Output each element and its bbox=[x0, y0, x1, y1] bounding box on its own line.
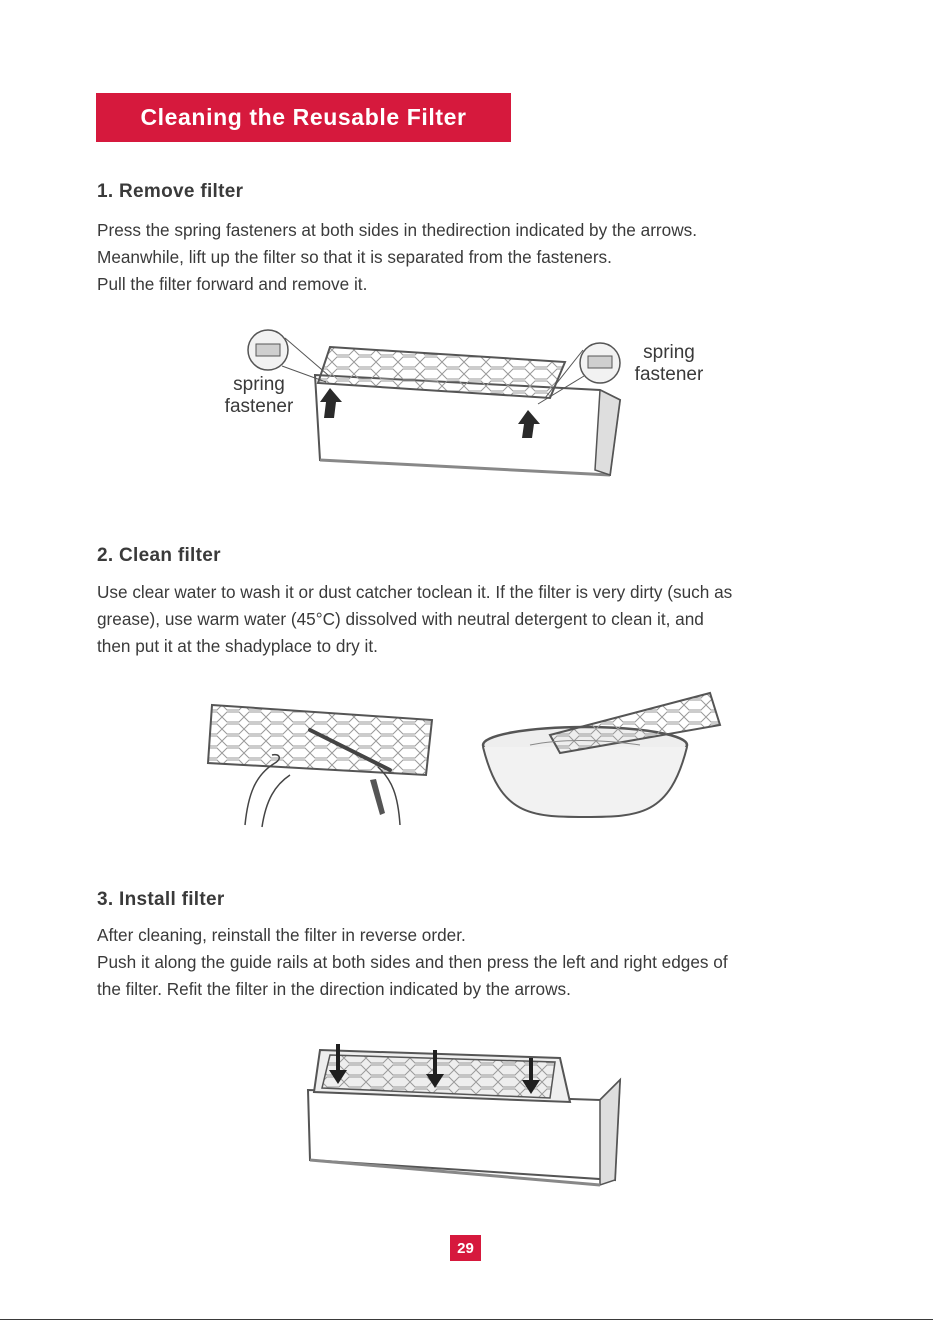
remove-filter-instructions bbox=[97, 217, 697, 298]
section-heading-install-filter: 3. Install filter bbox=[97, 889, 225, 910]
left-label-line-2: fastener bbox=[224, 396, 294, 417]
section-heading-clean-filter: 2. Clean filter bbox=[97, 545, 221, 566]
text-line: then put it at the shadyplace to dry it. bbox=[97, 636, 378, 656]
text-line: Press the spring fasteners at both sides in thedirection indicated by the arrows. bbox=[97, 220, 697, 240]
install-filter-instructions bbox=[97, 922, 728, 1003]
filter-panel-icon bbox=[208, 705, 432, 775]
text-line: Use clear water to wash it or dust catcher toclean it. If the filter is very dirty (such as bbox=[97, 582, 733, 602]
page-number: 29 bbox=[450, 1235, 481, 1261]
right-label-line-1: spring bbox=[643, 342, 695, 363]
footer-divider bbox=[0, 1319, 933, 1320]
text-line: Meanwhile, lift up the filter so that it is separated from the fasteners. bbox=[97, 247, 612, 267]
clean-filter-instructions bbox=[97, 579, 732, 660]
section-heading-remove-filter: 1. Remove filter bbox=[97, 181, 244, 202]
text-line: Push it along the guide rails at both sides and then press the left and right edges of bbox=[97, 952, 728, 972]
clean-filter-illustration bbox=[200, 675, 730, 835]
hand-icon bbox=[378, 767, 400, 825]
text-line: grease), use warm water (45°C) dissolved with neutral detergent to clean it, and bbox=[97, 609, 704, 629]
left-label-line-1: spring bbox=[233, 374, 285, 395]
install-filter-illustration bbox=[300, 1040, 640, 1190]
text-line: After cleaning, reinstall the filter in reverse order. bbox=[97, 925, 466, 945]
page-title: Cleaning the Reusable Filter bbox=[96, 93, 511, 142]
text-line: Pull the filter forward and remove it. bbox=[97, 274, 368, 294]
right-label-line-2: fastener bbox=[634, 364, 704, 385]
text-line: the filter. Refit the filter in the direction indicated by the arrows. bbox=[97, 979, 571, 999]
remove-filter-illustration bbox=[200, 320, 720, 495]
